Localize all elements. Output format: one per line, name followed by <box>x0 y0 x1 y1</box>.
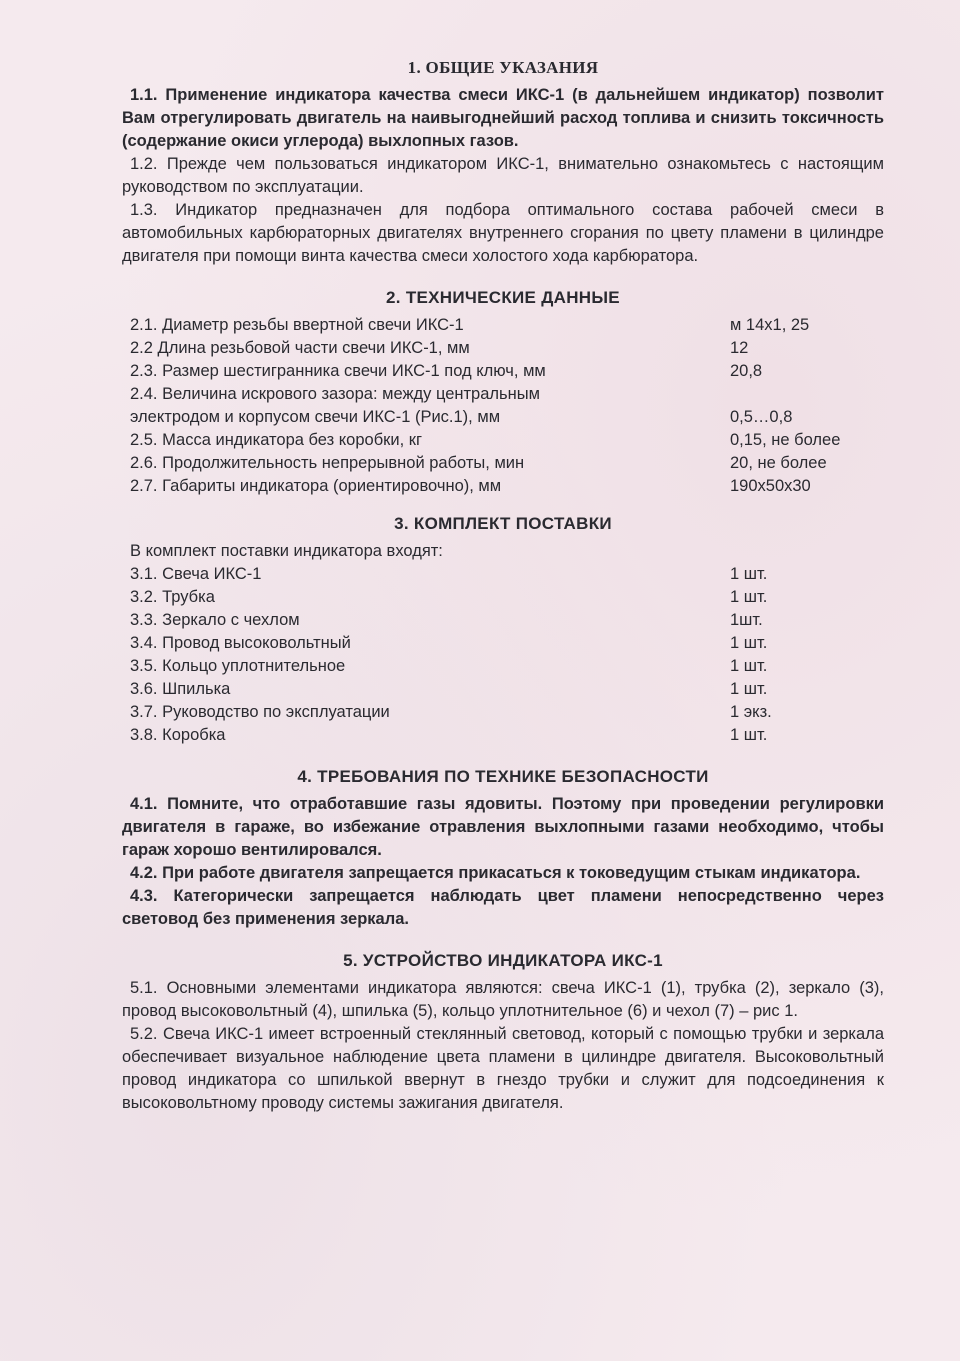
technical-data-table <box>122 314 884 498</box>
spec-label: 2.4. Величина искрового зазора: между центральным <box>130 385 540 403</box>
spec-label: 2.5. Масса индикатора без коробки, кг <box>130 431 422 449</box>
item-qty: 1 шт. <box>730 565 768 583</box>
section-4-paragraph-3: 4.3. Категорически запрещается наблюдать цвет пламени непосредственно через световод без применения зеркала. <box>122 887 884 928</box>
table-row <box>122 655 884 678</box>
section-1-paragraph-3: 1.3. Индикатор предназначен для подбора оптимального состава рабочей смеси в автомобильных карбюраторных двигателях внутреннего сгорания по цвету пламени в цилиндре двигателя при помощи винта качества смеси холостого хода карбюратора. <box>122 201 884 265</box>
item-label: 3.6. Шпилька <box>130 680 231 698</box>
table-row <box>122 475 884 498</box>
table-row <box>122 337 884 360</box>
section-5-paragraph-1: 5.1. Основными элементами индикатора являются: свеча ИКС-1 (1), трубка (2), зеркало (3), провод высоковольтный (4), шпилька (5), кольцо уплотнительное (6) и чехол (7) – рис 1. <box>122 979 884 1020</box>
table-row <box>122 724 884 747</box>
section-1-paragraph-1: 1.1. Применение индикатора качества смеси ИКС-1 (в дальнейшем индикатор) позволит Вам отрегулировать двигатель на наивыгоднейший расход топлива и снизить токсичность (содержание окиси углерода) выхлопных газов. <box>122 86 884 150</box>
section-5-title: 5. УСТРОЙСТВО ИНДИКАТОРА ИКС-1 <box>343 951 663 970</box>
section-4-title: 4. ТРЕБОВАНИЯ ПО ТЕХНИКЕ БЕЗОПАСНОСТИ <box>297 767 709 786</box>
spec-label: 2.7. Габариты индикатора (ориентировочно), мм <box>130 477 502 495</box>
table-row <box>122 701 884 724</box>
item-label: 3.3. Зеркало с чехлом <box>130 611 300 629</box>
item-label: 3.5. Кольцо уплотнительное <box>130 657 346 675</box>
item-label: 3.2. Трубка <box>130 588 215 606</box>
document-body <box>122 58 884 1115</box>
item-label: 3.4. Провод высоковольтный <box>130 634 351 652</box>
table-row <box>122 609 884 632</box>
delivery-set-table <box>122 563 884 747</box>
item-qty: 1 шт. <box>730 726 768 744</box>
table-row <box>122 406 884 429</box>
section-5-paragraph-2: 5.2. Свеча ИКС-1 имеет встроенный стеклянный световод, который с помощью трубки и зеркала обеспечивает визуальное наблюдение цвета пламени в цилиндре двигателя. Высоковольтный провод индикатора со шпилькой ввернут в гнездо трубки и служит для подсоединения к высоковольтному проводу системы зажигания двигателя. <box>122 1025 884 1112</box>
section-1-paragraph-2: 1.2. Прежде чем пользоваться индикатором ИКС-1, внимательно ознакомьтесь с настоящим руководством по эксплуатации. <box>122 155 884 196</box>
item-qty: 1 шт. <box>730 588 768 606</box>
table-row <box>122 383 884 406</box>
item-qty: 1 шт. <box>730 680 768 698</box>
item-label: 3.1. Свеча ИКС-1 <box>130 565 262 583</box>
section-3-title: 3. КОМПЛЕКТ ПОСТАВКИ <box>394 514 612 533</box>
spec-value: 190х50х30 <box>730 477 811 495</box>
table-row <box>122 632 884 655</box>
section-2-title: 2. ТЕХНИЧЕСКИЕ ДАННЫЕ <box>386 288 620 307</box>
spec-value: 12 <box>730 339 749 357</box>
delivery-intro: В комплект поставки индикатора входят: <box>130 542 443 560</box>
table-row <box>122 429 884 452</box>
item-label: 3.8. Коробка <box>130 726 226 744</box>
item-label: 3.7. Руководство по эксплуатации <box>130 703 390 721</box>
table-row <box>122 314 884 337</box>
table-row <box>122 563 884 586</box>
spec-label: 2.6. Продолжительность непрерывной работы, мин <box>130 454 525 472</box>
spec-value: 0,5…0,8 <box>730 408 793 426</box>
table-row <box>122 678 884 701</box>
item-qty: 1 шт. <box>730 634 768 652</box>
spec-label: электродом и корпусом свечи ИКС-1 (Рис.1), мм <box>130 408 501 426</box>
item-qty: 1шт. <box>730 611 763 629</box>
spec-value: 0,15, не более <box>730 431 841 449</box>
spec-value: 20,8 <box>730 362 763 380</box>
spec-label: 2.1. Диаметр резьбы ввертной свечи ИКС-1 <box>130 316 464 334</box>
table-row <box>122 360 884 383</box>
section-4-paragraph-2: 4.2. При работе двигателя запрещается прикасаться к токоведущим стыкам индикатора. <box>130 864 861 882</box>
spec-value <box>730 383 884 406</box>
item-qty: 1 экз. <box>730 703 772 721</box>
spec-value: м 14х1, 25 <box>730 316 810 334</box>
section-1-title: 1. ОБЩИЕ УКАЗАНИЯ <box>407 58 599 77</box>
item-qty: 1 шт. <box>730 657 768 675</box>
spec-label: 2.2 Длина резьбовой части свечи ИКС-1, мм <box>130 339 470 357</box>
spec-value: 20, не более <box>730 454 827 472</box>
spec-label: 2.3. Размер шестигранника свечи ИКС-1 под ключ, мм <box>130 362 546 380</box>
table-row <box>122 452 884 475</box>
section-4-paragraph-1: 4.1. Помните, что отработавшие газы ядовиты. Поэтому при проведении регулировки двигателя в гараже, во избежание отравления выхлопными газами необходимо, чтобы гараж хорошо вентилировался. <box>122 795 884 859</box>
table-row <box>122 586 884 609</box>
